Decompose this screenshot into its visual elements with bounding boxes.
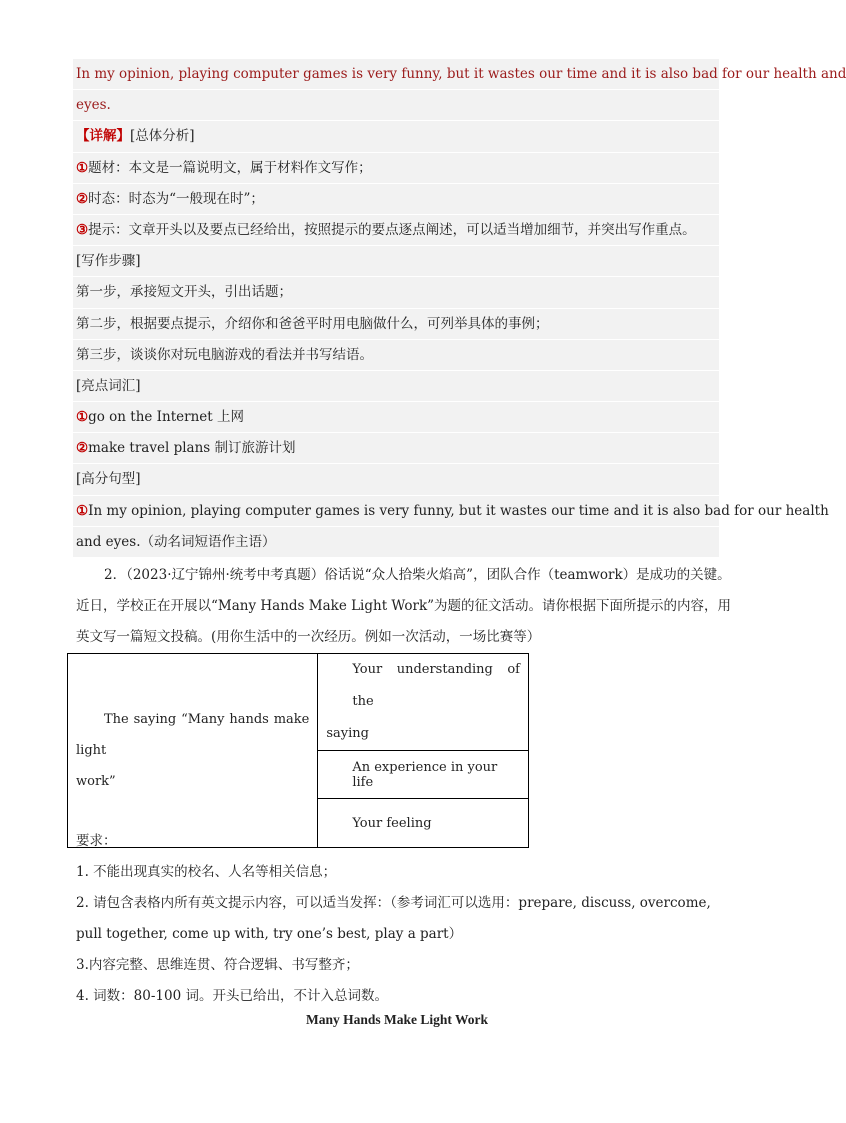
sentence-item: ①In my opinion, playing computer games is very funny, but it wastes our time and it is also bad for our health [73, 496, 719, 527]
sentence-item-continued: and eyes.（动名词短语作主语） [73, 527, 719, 558]
question-line: 近日，学校正在开展以“Many Hands Make Light Work”为题的征文活动。请你根据下面所提示的内容，用 [76, 598, 732, 614]
writing-step: 第一步，承接短文开头，引出话题； [73, 277, 719, 308]
answer-analysis-block [73, 59, 846, 558]
model-essay-line: eyes. [73, 90, 719, 121]
requirement-item: 3.内容完整、思维连贯、符合逻辑、书写整齐； [76, 957, 359, 973]
steps-heading: [写作步骤] [73, 246, 719, 277]
feeling-cell: Your feeling [318, 799, 529, 848]
detail-heading [73, 121, 719, 152]
requirement-item: pull together, come up with, try one’s best, play a part） [76, 926, 463, 942]
vocab-item: ①go on the Internet 上网 [73, 402, 719, 433]
writing-step: 第二步，根据要点提示，介绍你和爸爸平时用电脑做什么，可列举具体的事例； [73, 309, 719, 340]
writing-step: 第三步，谈谈你对玩电脑游戏的看法并书写结语。 [73, 340, 719, 371]
requirement-item: 2. 请包含表格内所有英文提示内容，可以适当发挥：（参考词汇可以选用：prepare, discuss, overcome, [76, 895, 711, 911]
overall-analysis-label: [总体分析] [130, 128, 195, 145]
requirements [76, 826, 726, 1012]
essay-title: Many Hands Make Light Work [305, 1012, 489, 1027]
sentence-heading: [高分句型] [73, 464, 719, 495]
question-prompt [76, 560, 732, 653]
detail-tag: 【详解】 [76, 128, 130, 145]
requirement-item: 4. 词数：80-100 词。开头已给出，不计入总词数。 [76, 988, 388, 1004]
requirement-item: 1. 不能出现真实的校名、人名等相关信息； [76, 864, 337, 880]
question-line: 英文写一篇短文投稿。(用你生活中的一次经历。例如一次活动，一场比赛等） [76, 629, 541, 645]
understanding-cell: Your understanding of the saying [318, 654, 529, 751]
analysis-point: ③提示：文章开头以及要点已经给出，按照提示的要点逐点阐述，可以适当增加细节，并突出写作重点。 [73, 215, 719, 246]
model-essay-line: In my opinion, playing computer games is very funny, but it wastes our time and it is also bad for our health and [73, 59, 719, 90]
experience-cell: An experience in your life [318, 751, 529, 799]
analysis-point: ②时态：时态为“一般现在时”； [73, 184, 719, 215]
prompt-table [67, 653, 529, 848]
requirements-heading: 要求： [76, 833, 117, 849]
saying-cell: The saying “Many hands make light work” [68, 654, 318, 848]
analysis-point: ①题材：本文是一篇说明文，属于材料作文写作； [73, 153, 719, 184]
vocab-item: ②make travel plans 制订旅游计划 [73, 433, 719, 464]
vocab-heading: [亮点词汇] [73, 371, 719, 402]
question-line: 2．（2023·辽宁锦州·统考中考真题）俗话说“众人拾柴火焰高”，团队合作（teamwork）是成功的关键。 [104, 567, 731, 583]
